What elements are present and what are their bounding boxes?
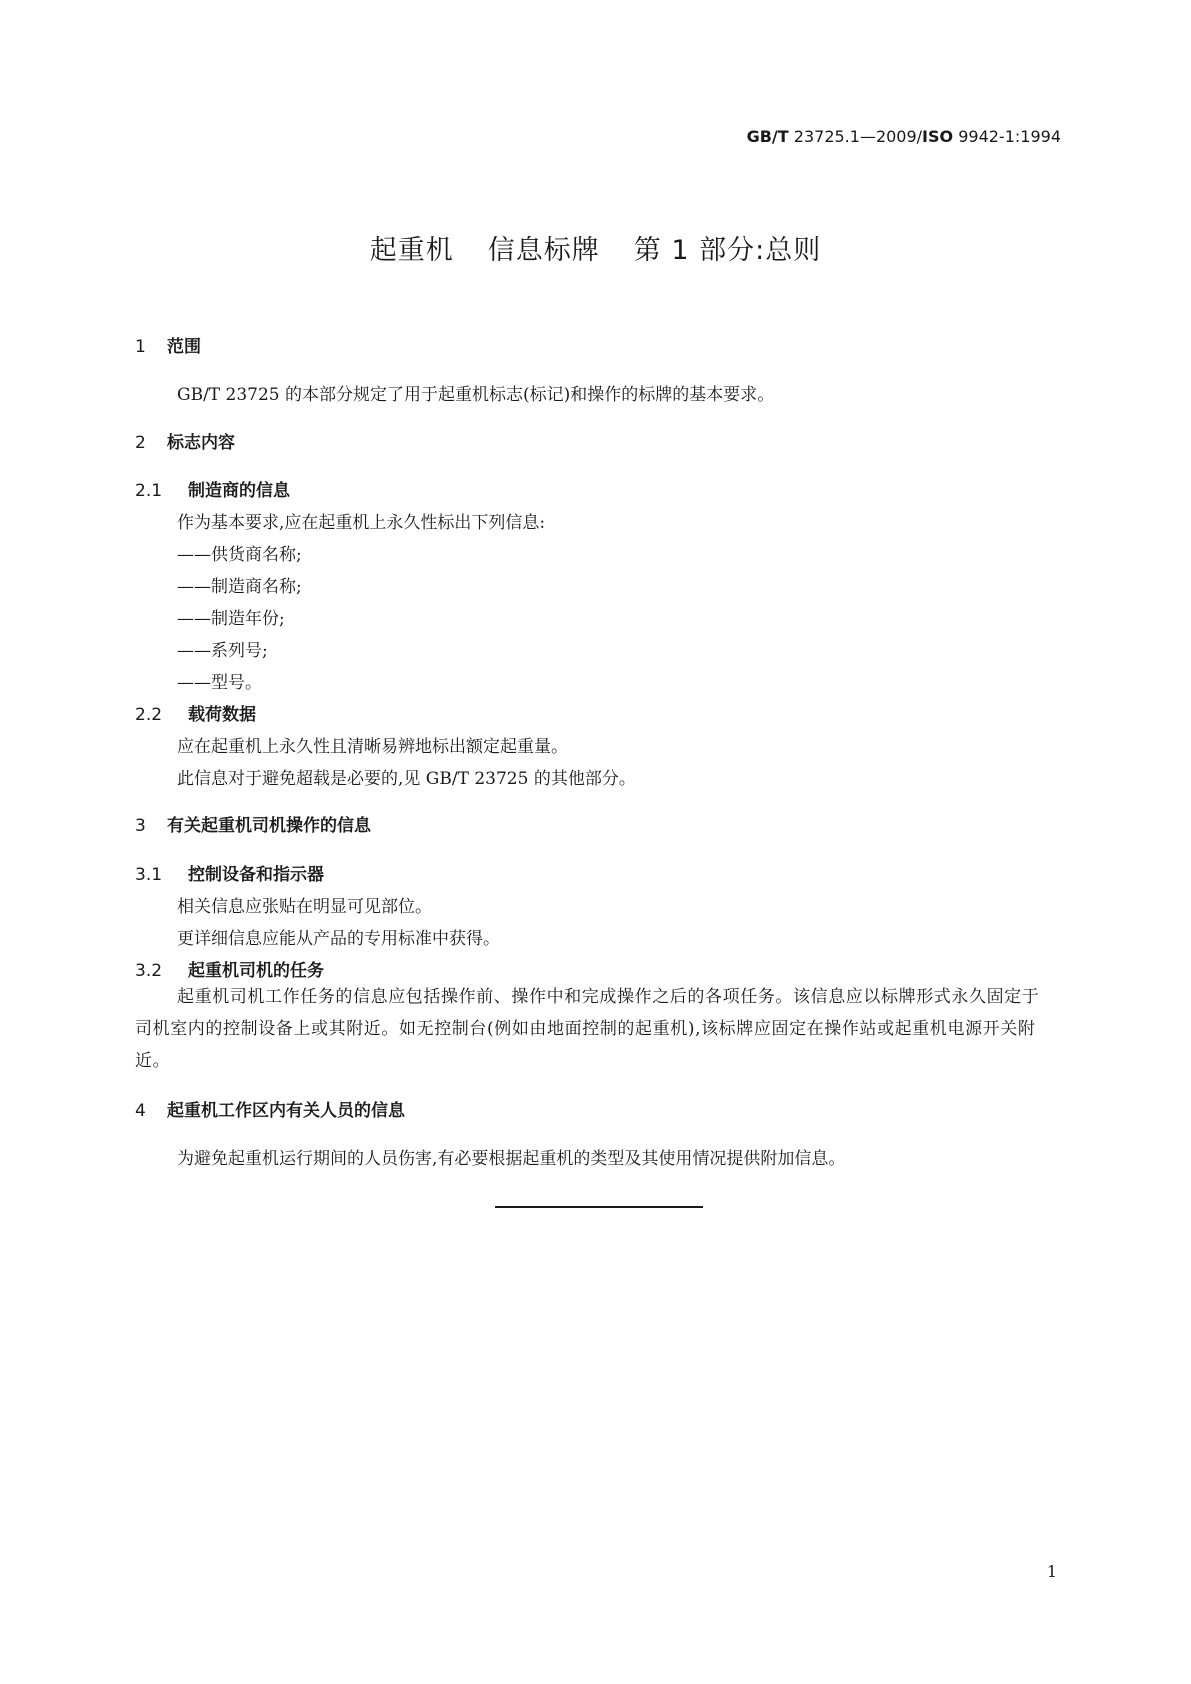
std-number: 23725.1—2009/ [788, 127, 923, 146]
section-3-1-line-2: 更详细信息应能从产品的专用标准中获得。 [177, 929, 500, 949]
section-number: 3.1 [135, 865, 163, 885]
section-title: 载荷数据 [188, 705, 256, 725]
section-2-2-line-2: 此信息对于避免超载是必要的,见 GB/T 23725 的其他部分。 [177, 769, 636, 789]
section-number: 2.1 [135, 481, 163, 501]
list-item: ——供货商名称; [177, 545, 302, 565]
iso-prefix: ISO [922, 127, 954, 146]
section-2-1-heading [135, 476, 290, 501]
section-2-2-heading [135, 700, 256, 725]
end-rule [495, 1206, 703, 1208]
document-title [0, 228, 1191, 267]
section-3-heading [135, 811, 371, 836]
section-number: 4 [135, 1101, 146, 1121]
section-title: 起重机司机的任务 [188, 961, 324, 981]
section-title: 有关起重机司机操作的信息 [167, 816, 371, 836]
page-number: 1 [1046, 1562, 1057, 1581]
standard-code [747, 127, 1061, 146]
section-title: 起重机工作区内有关人员的信息 [167, 1101, 405, 1121]
section-2-2-line-1: 应在起重机上永久性且清晰易辨地标出额定起重量。 [177, 737, 568, 757]
iso-number: 9942-1:1994 [953, 127, 1061, 146]
list-item: ——系列号; [177, 641, 268, 661]
section-1-text: GB/T 23725 的本部分规定了用于起重机标志(标记)和操作的标牌的基本要求。 [177, 385, 775, 405]
title-part-2: 信息标牌 [487, 235, 600, 266]
section-title: 范围 [167, 337, 201, 357]
section-4-heading [135, 1096, 405, 1121]
section-3-1-heading [135, 860, 324, 885]
list-item: ——制造年份; [177, 609, 285, 629]
section-2-heading [135, 428, 235, 453]
section-number: 3 [135, 816, 146, 836]
section-1-heading [135, 332, 201, 357]
section-number: 2.2 [135, 705, 163, 725]
section-3-2-text: 起重机司机工作任务的信息应包括操作前、操作中和完成操作之后的各项任务。该信息应以标牌形式永久固定于司机室内的控制设备上或其附近。如无控制台(例如由地面控制的起重机),该标牌应固定在操作站或起重机电源开关附近。 [135, 987, 1040, 1071]
section-title: 制造商的信息 [188, 481, 290, 501]
section-number: 3.2 [135, 961, 163, 981]
section-number: 1 [135, 337, 146, 357]
section-3-2-heading [135, 956, 324, 981]
std-prefix: GB/T [746, 127, 789, 146]
list-item: ——型号。 [177, 673, 262, 693]
title-part-3: 第 1 部分:总则 [633, 235, 822, 266]
title-part-1: 起重机 [369, 235, 454, 266]
section-4-text: 为避免起重机运行期间的人员伤害,有必要根据起重机的类型及其使用情况提供附加信息。 [177, 1149, 846, 1169]
section-number: 2 [135, 433, 146, 453]
section-title: 标志内容 [167, 433, 235, 453]
section-2-1-intro: 作为基本要求,应在起重机上永久性标出下列信息: [177, 513, 546, 533]
list-item: ——制造商名称; [177, 577, 302, 597]
section-title: 控制设备和指示器 [188, 865, 324, 885]
section-3-1-line-1: 相关信息应张贴在明显可见部位。 [177, 897, 432, 917]
